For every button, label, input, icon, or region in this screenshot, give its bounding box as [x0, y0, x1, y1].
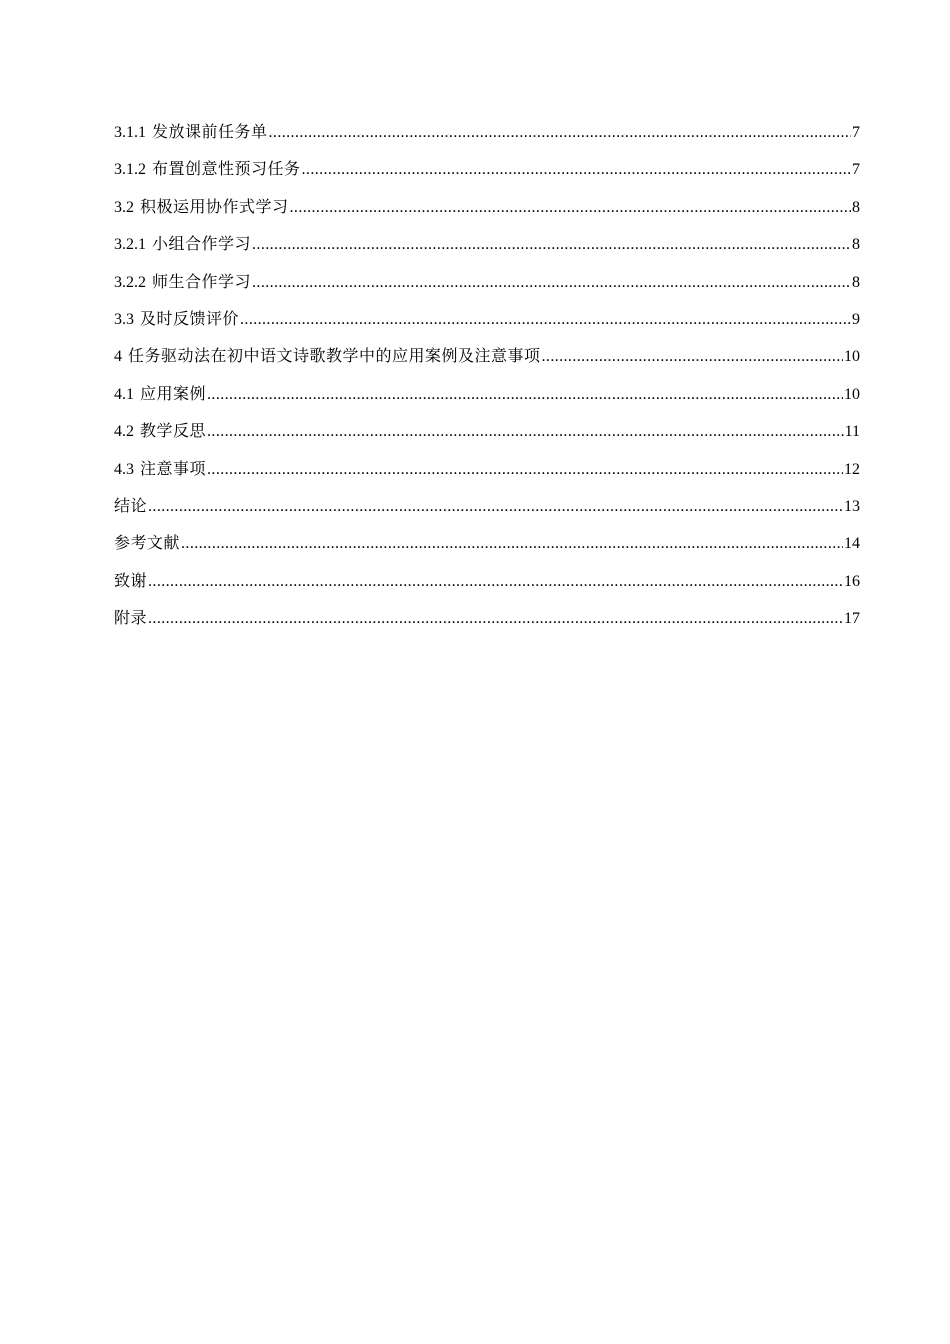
toc-dot-leader [290, 193, 851, 223]
toc-page-number: 8 [852, 236, 860, 254]
toc-entry-number: 3.1.1 [114, 124, 146, 141]
toc-entry-4[interactable] [114, 342, 860, 379]
toc-page-number: 10 [844, 348, 860, 366]
toc-entry-acknowledgements[interactable] [114, 567, 860, 604]
toc-dot-leader [207, 417, 844, 447]
toc-entry-3-1-2[interactable] [114, 155, 860, 192]
toc-entry-title: 布置创意性预习任务 [152, 161, 301, 179]
toc-entry-title: 教学反思 [140, 423, 207, 441]
toc-dot-leader [207, 455, 843, 485]
toc-dot-leader [252, 230, 851, 260]
toc-page-number: 11 [844, 423, 860, 441]
toc-page-number: 17 [844, 610, 860, 628]
toc-page-number: 8 [852, 273, 860, 291]
toc-dot-leader [542, 342, 843, 372]
toc-entry-references[interactable] [114, 529, 860, 566]
toc-dot-leader [148, 604, 843, 634]
toc-dot-leader [148, 567, 843, 597]
toc-entry-3-3[interactable] [114, 305, 860, 342]
toc-page-number: 14 [844, 535, 860, 553]
toc-entry-title: 参考文献 [114, 535, 181, 553]
toc-entry-title: 小组合作学习 [152, 236, 252, 254]
toc-entry-title: 附录 [114, 610, 148, 628]
toc-entry-number: 4.1 [114, 385, 134, 403]
toc-dot-leader [269, 118, 851, 148]
toc-dot-leader [148, 492, 843, 522]
toc-page-number: 16 [844, 572, 860, 590]
toc-entry-number: 3.3 [114, 310, 134, 328]
toc-entry-number: 3.1.2 [114, 161, 146, 179]
toc-page-number: 13 [844, 497, 860, 515]
toc-page-number: 12 [844, 460, 860, 478]
toc-entry-appendix[interactable] [114, 604, 860, 641]
toc-dot-leader [302, 155, 851, 185]
toc-entry-4-1[interactable] [114, 380, 860, 417]
toc-entry-title: 积极运用协作式学习 [140, 198, 289, 216]
table-of-contents [114, 118, 860, 641]
toc-entry-title: 注意事项 [140, 460, 207, 478]
toc-page-number: 7 [852, 161, 860, 179]
toc-entry-number: 4.2 [114, 423, 134, 441]
toc-entry-number: 3.2.1 [114, 236, 146, 254]
toc-entry-4-3[interactable] [114, 455, 860, 492]
toc-dot-leader [252, 268, 851, 298]
toc-page-number: 9 [852, 310, 860, 328]
toc-entry-3-2-1[interactable] [114, 230, 860, 267]
toc-entry-3-2-2[interactable] [114, 268, 860, 305]
toc-entry-title: 致谢 [114, 572, 148, 590]
toc-page-number: 7 [852, 124, 860, 141]
toc-entry-title: 师生合作学习 [152, 273, 252, 291]
toc-entry-4-2[interactable] [114, 417, 860, 454]
toc-dot-leader [181, 529, 843, 559]
toc-entry-number: 4.3 [114, 460, 134, 478]
toc-entry-title: 及时反馈评价 [140, 310, 240, 328]
toc-page-number: 8 [852, 198, 860, 216]
toc-entry-3-1-1[interactable] [114, 118, 860, 155]
toc-entry-title: 应用案例 [140, 385, 207, 403]
toc-entry-number: 3.2.2 [114, 273, 146, 291]
toc-entry-number: 4 [114, 348, 122, 366]
toc-entry-title: 任务驱动法在初中语文诗歌教学中的应用案例及注意事项 [128, 348, 541, 366]
toc-entry-title: 发放课前任务单 [152, 124, 268, 141]
toc-entry-conclusion[interactable] [114, 492, 860, 529]
toc-page-number: 10 [844, 385, 860, 403]
toc-dot-leader [240, 305, 851, 335]
toc-entry-3-2[interactable] [114, 193, 860, 230]
toc-entry-title: 结论 [114, 497, 148, 515]
toc-dot-leader [207, 380, 843, 410]
toc-entry-number: 3.2 [114, 198, 134, 216]
